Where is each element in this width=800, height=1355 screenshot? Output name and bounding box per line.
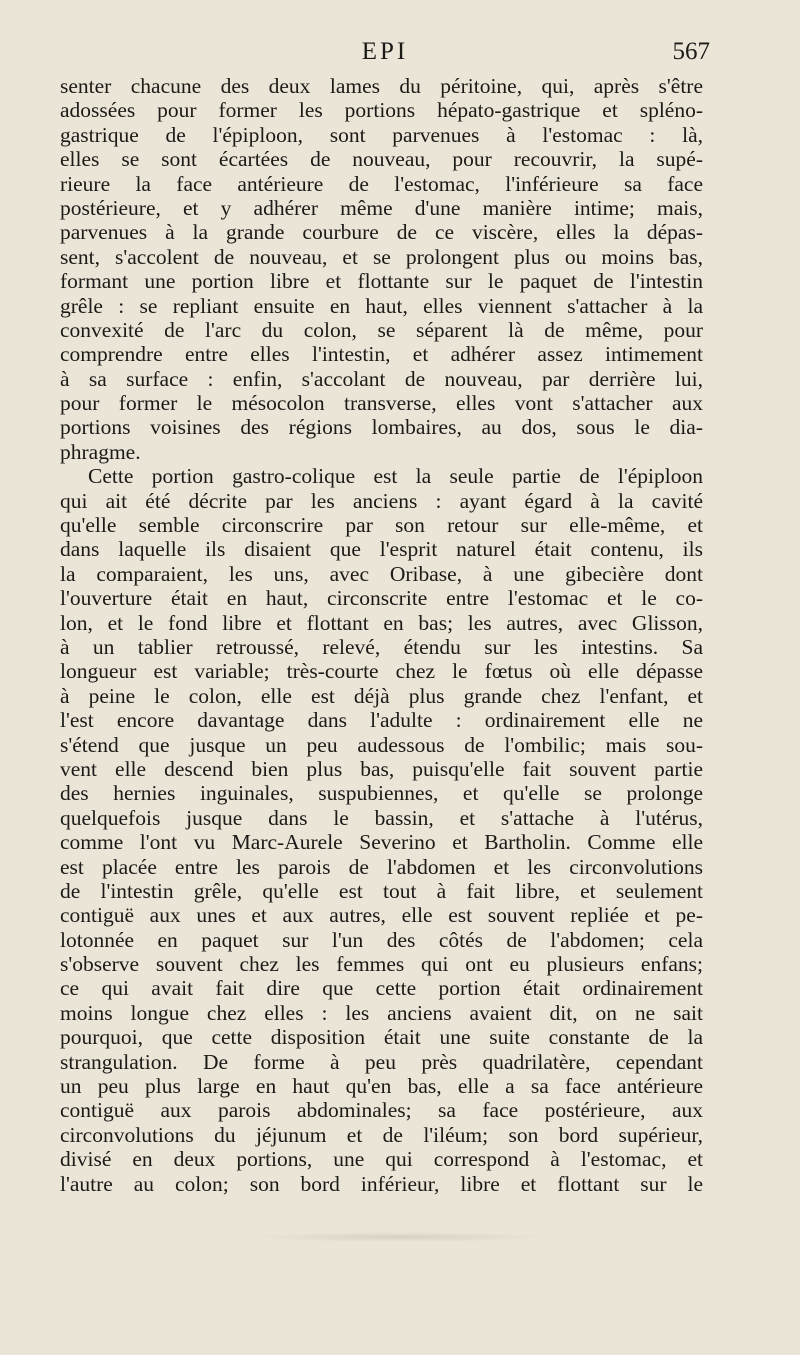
text-line: rieure la face antérieure de l'estomac, l'inférieure sa face: [60, 171, 703, 196]
text-line: pourquoi, que cette disposition était une suite constante de la: [60, 1025, 703, 1050]
text-line: est placée entre les parois de l'abdomen et les circonvolutions: [60, 854, 703, 879]
paragraph-end-line: phragme.: [60, 439, 141, 464]
text-line: formant une portion libre et flottante sur le paquet de l'intestin: [60, 269, 703, 294]
text-line: l'autre au colon; son bord inférieur, libre et flottant sur le: [60, 1171, 703, 1196]
text-line: qu'elle semble circonscrire par son retour sur elle-même, et: [60, 513, 703, 538]
text-line: des hernies inguinales, suspubiennes, et qu'elle se prolonge: [60, 781, 703, 806]
text-line: contiguë aux unes et aux autres, elle est souvent repliée et pe-: [60, 903, 703, 928]
paragraph-start-line: Cette portion gastro-colique est la seule partie de l'épiploon: [88, 464, 703, 489]
text-line: vent elle descend bien plus bas, puisqu'elle fait souvent partie: [60, 756, 703, 781]
text-line: quelquefois jusque dans le bassin, et s'attache à l'utérus,: [60, 805, 703, 830]
text-line: à peine le colon, elle est déjà plus grande chez l'enfant, et: [60, 683, 703, 708]
body-text: [60, 74, 703, 1196]
text-line: dans laquelle ils disaient que l'esprit naturel était contenu, ils: [60, 537, 703, 562]
text-line: comprendre entre elles l'intestin, et adhérer assez intimement: [60, 342, 703, 367]
text-line: qui ait été décrite par les anciens : ayant égard à la cavité: [60, 488, 703, 513]
text-line: postérieure, et y adhérer même d'une manière intime; mais,: [60, 195, 703, 220]
text-line: à sa surface : enfin, s'accolant de nouveau, par derrière lui,: [60, 366, 703, 391]
text-line: la comparaient, les uns, avec Oribase, à une gibecière dont: [60, 561, 703, 586]
text-line: grêle : se repliant ensuite en haut, elles viennent s'attacher à la: [60, 293, 703, 318]
text-line: de l'intestin grêle, qu'elle est tout à fait libre, et seulement: [60, 878, 703, 903]
text-line: gastrique de l'épiploon, sont parvenues à l'estomac : là,: [60, 122, 703, 147]
text-line: comme l'ont vu Marc-Aurele Severino et Bartholin. Comme elle: [60, 830, 703, 855]
text-line: à un tablier retroussé, relevé, étendu sur les intestins. Sa: [60, 634, 703, 659]
text-line: ce qui avait fait dire que cette portion était ordinairement: [60, 976, 703, 1001]
text-line: sent, s'accolent de nouveau, et se prolongent plus ou moins bas,: [60, 244, 703, 269]
text-line: convexité de l'arc du colon, se séparent là de même, pour: [60, 317, 703, 342]
page-number: 567: [672, 38, 710, 65]
text-line: pour former le mésocolon transverse, elles vont s'attacher aux: [60, 391, 703, 416]
text-line: circonvolutions du jéjunum et de l'iléum; son bord supérieur,: [60, 1122, 703, 1147]
text-line: s'observe souvent chez les femmes qui ont eu plusieurs enfans;: [60, 952, 703, 977]
text-line: portions voisines des régions lombaires, au dos, sous le dia-: [60, 415, 703, 440]
text-line: contiguë aux parois abdominales; sa face postérieure, aux: [60, 1098, 703, 1123]
text-line: lotonnée en paquet sur l'un des côtés de l'abdomen; cela: [60, 927, 703, 952]
running-head: EPI: [361, 38, 409, 65]
page-header: [60, 38, 710, 68]
text-line: moins longue chez elles : les anciens avaient dit, on ne sait: [60, 1000, 703, 1025]
text-line: l'ouverture était en haut, circonscrite entre l'estomac et le co-: [60, 586, 703, 611]
text-line: senter chacune des deux lames du péritoine, qui, après s'être: [60, 74, 703, 98]
text-line: adossées pour former les portions hépato-gastrique et spléno-: [60, 98, 703, 123]
text-line: lon, et le fond libre et flottant en bas; les autres, avec Glisson,: [60, 610, 703, 635]
show-through-smudge: [250, 1232, 550, 1242]
text-line: elles se sont écartées de nouveau, pour recouvrir, la supé-: [60, 147, 703, 172]
text-line: strangulation. De forme à peu près quadrilatère, cependant: [60, 1049, 703, 1074]
text-line: divisé en deux portions, une qui correspond à l'estomac, et: [60, 1147, 703, 1172]
text-line: un peu plus large en haut qu'en bas, elle a sa face antérieure: [60, 1074, 703, 1099]
text-line: l'est encore davantage dans l'adulte : ordinairement elle ne: [60, 708, 703, 733]
text-line: longueur est variable; très-courte chez le fœtus où elle dépasse: [60, 659, 703, 684]
text-line: parvenues à la grande courbure de ce viscère, elles la dépas-: [60, 220, 703, 245]
text-line: s'étend que jusque un peu audessous de l'ombilic; mais sou-: [60, 732, 703, 757]
